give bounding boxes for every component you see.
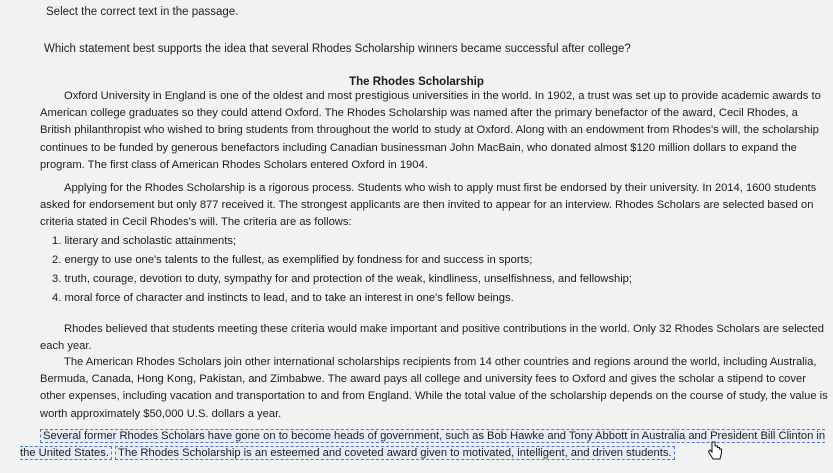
criteria-item-4: 4. moral force of character and instincts to lead, and to take an interest in one's fellow beings. [52,292,514,304]
passage-paragraph-2: Applying for the Rhodes Scholarship is a rigorous process. Students who wish to apply must first be endorsed by their university. In 2014, 1600 students asked for endorsement but only 877 received it. The strongest applicants are then invited to appear for an interview. Rhodes Scholars are selected based on criteria stated in Cecil Rhodes's will. The criteria are as follows: [40,182,817,229]
selectable-sentence-esteemed-award[interactable]: The Rhodes Scholarship is an esteemed and coveted award given to motivated, intelligent, and driven students. [115,446,675,460]
instruction-text: Select the correct text in the passage. [46,6,239,18]
criteria-item-2: 2. energy to use one's talents to the fullest, as exemplified by fondness for and success in sports; [52,254,533,266]
criteria-item-3: 3. truth, courage, devotion to duty, sympathy for and protection of the weak, kindliness, unselfishness, and fellowship; [52,273,633,285]
hand-cursor-icon [707,441,723,461]
question-text: Which statement best supports the idea that several Rhodes Scholarship winners became successful after college? [44,43,631,55]
passage-paragraph-3: Rhodes believed that students meeting these criteria would make important and positive contributions in the world. Only 32 Rhodes Scholars are selected each year. [40,323,824,353]
selectable-sentence-heads-of-government[interactable]: Several former Rhodes Scholars have gone on to become heads of government, such as Bob Hawke and Tony Abbott in Australia and President Bill Clinton in the United States. [20,430,826,460]
passage-paragraph-4: The American Rhodes Scholars join other international scholarships recipients from 14 other countries and regions around the world, including Australia, Bermuda, Canada, Hong Kong, Pakistan, and Zimbabwe. The award pays all college and university fees to Oxford and gives the scholar a stipend to cover other expenses, including vacation and transportation to and from England. While the total value of the scholarship depends on the course of study, the value is worth approximately $50,000 U.S. dollars a year. [40,356,828,420]
passage-title: The Rhodes Scholarship [349,76,484,88]
criteria-item-1: 1. literary and scholastic attainments; [52,235,237,247]
passage-paragraph-1: Oxford University in England is one of the oldest and most prestigious universities in the world. In 1902, a trust was set up to provide academic awards to American college graduates so they could attend Oxford. The Rhodes Scholarship was named after the primary benefactor of the award, Cecil Rhodes, a British philanthropist who wished to bring students from throughout the world to study at Oxford. Along with an endowment from Rhodes's will, the scholarship continues to be funded by generous benefactors including Canadian businessman John MacBain, who donated almost $120 million dollars to expand the program. The first class of American Rhodes Scholars entered Oxford in 1904. [40,90,821,171]
